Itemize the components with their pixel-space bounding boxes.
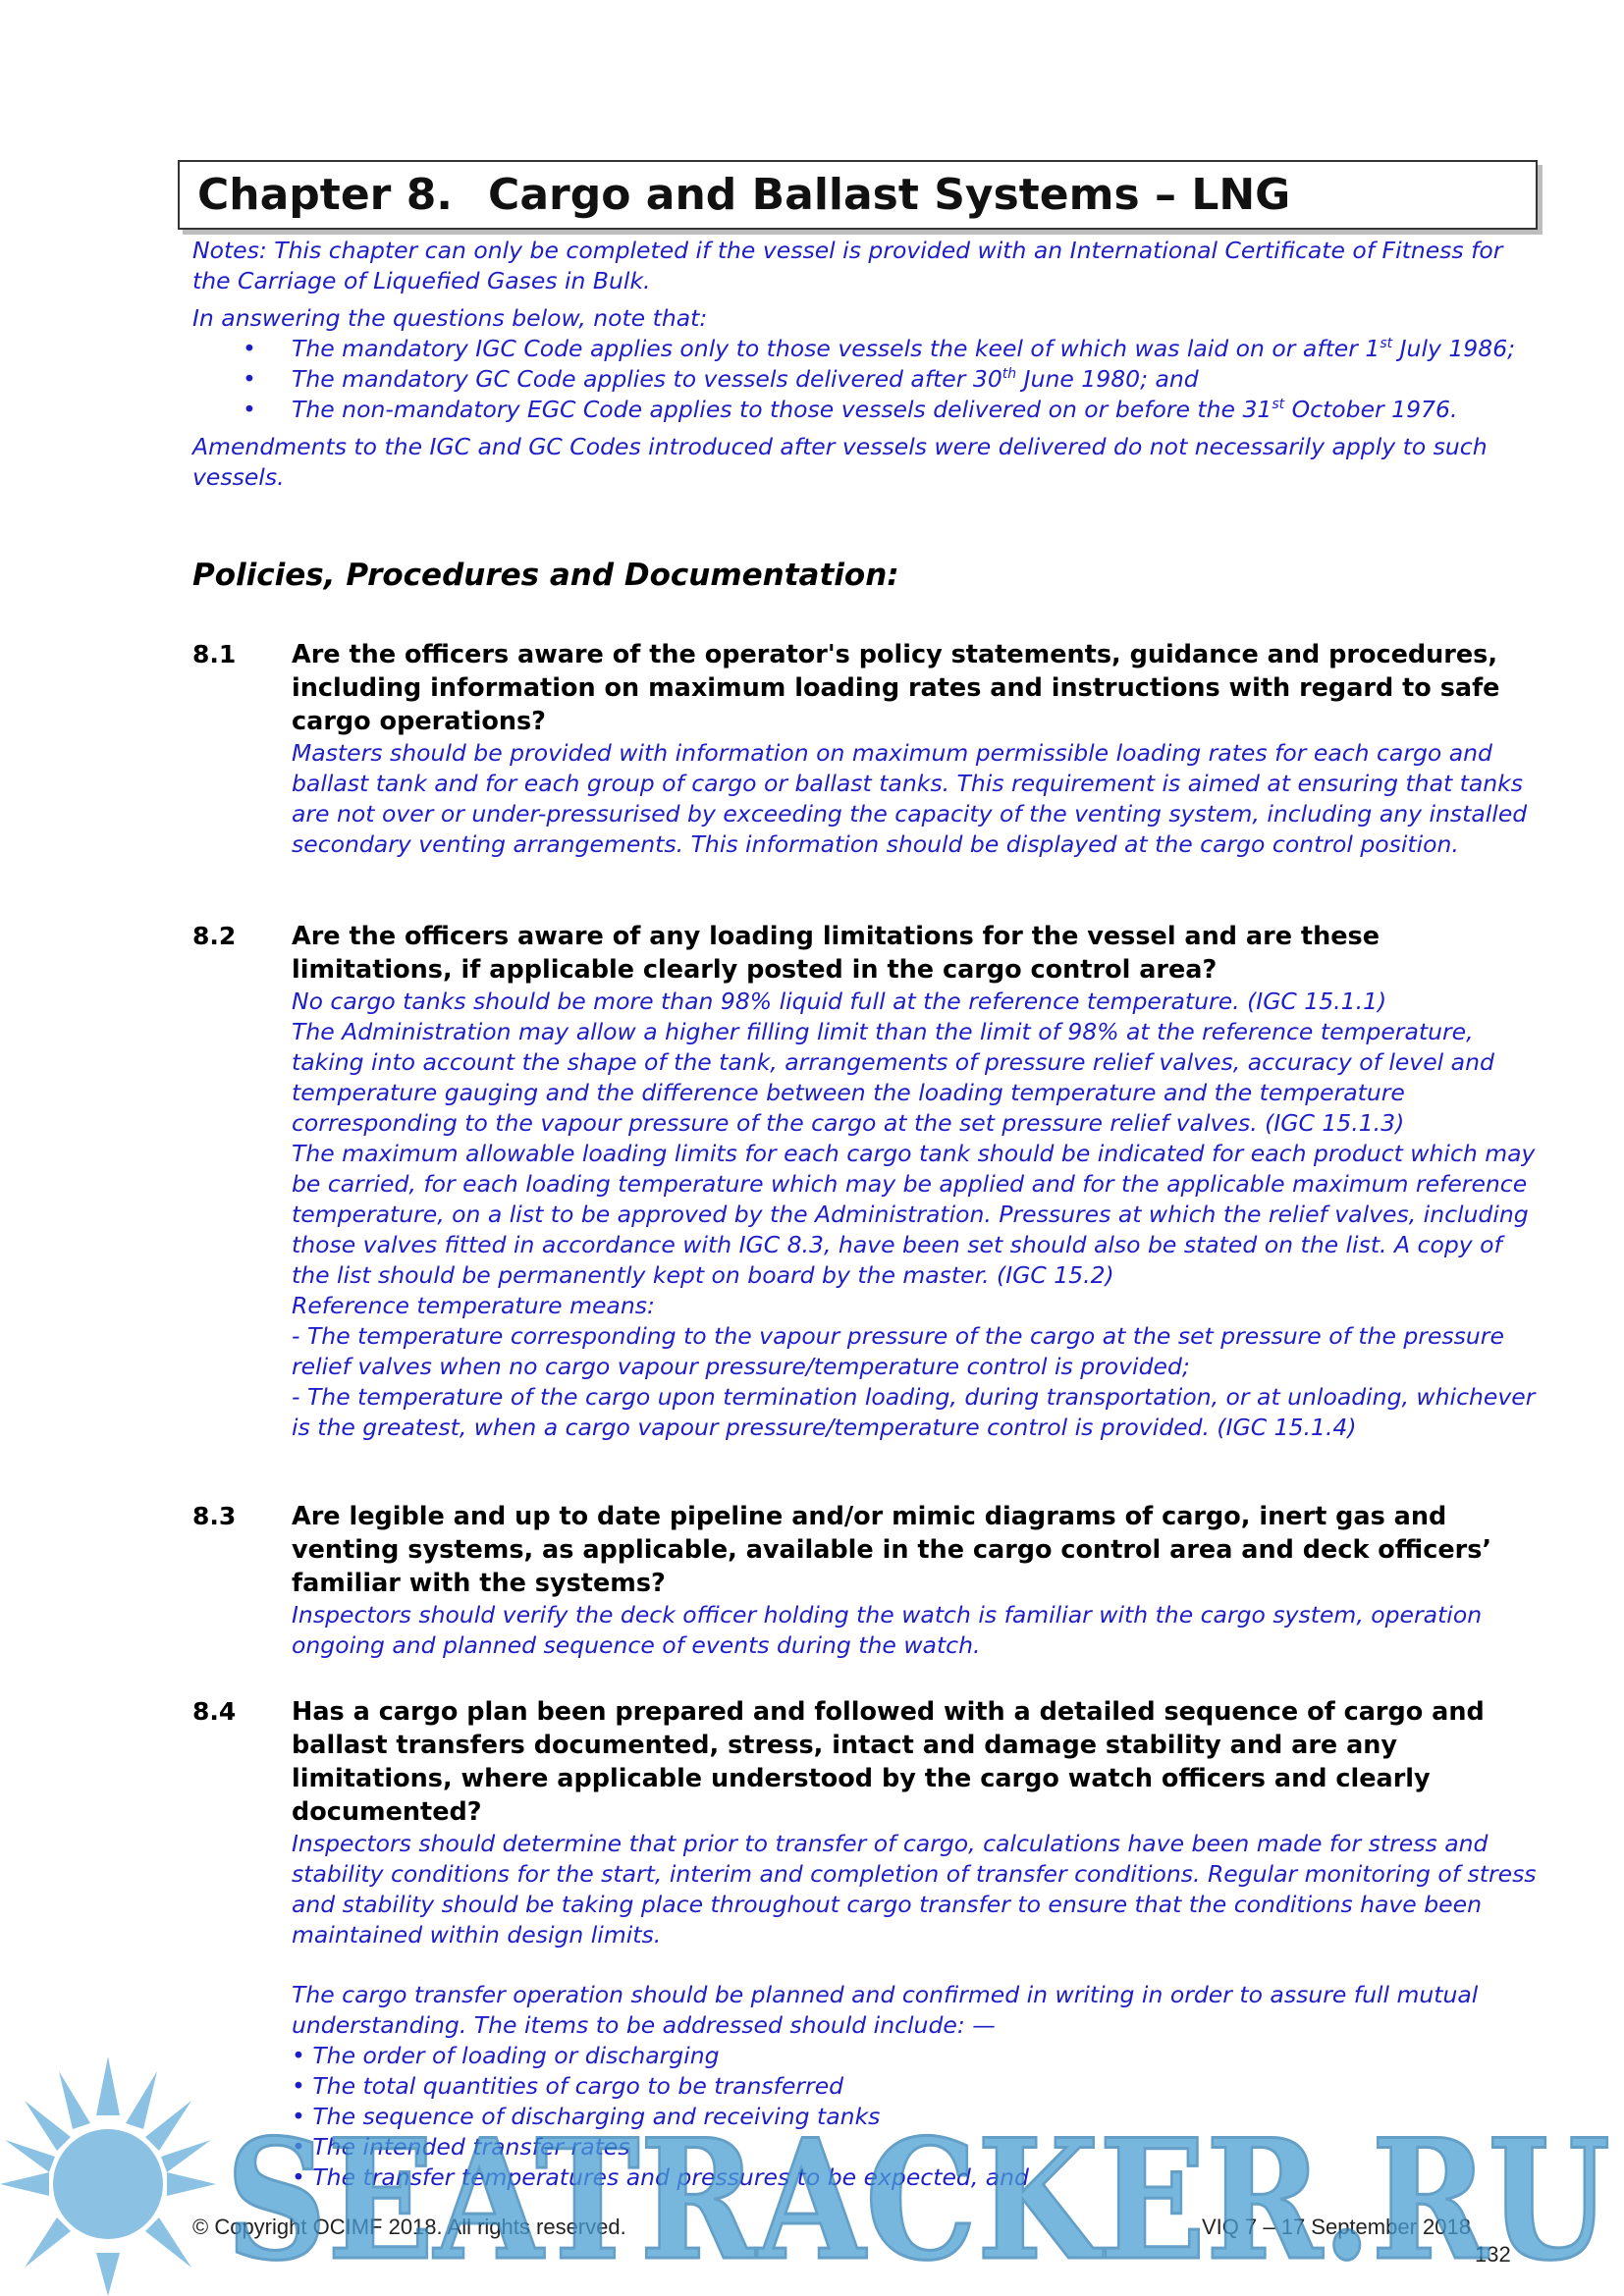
bullet-icon: • [243, 365, 256, 393]
bullet-icon: • [243, 335, 256, 362]
list-item: • The transfer temperatures and pressures to be expected, and [292, 2163, 1029, 2191]
question-8-4 [192, 1695, 1543, 2193]
list-item: • The order of loading or discharging [292, 2042, 720, 2069]
chapter-name: Cargo and Ballast Systems – LNG [488, 170, 1291, 220]
list-item: • The sequence of discharging and receiving tanks [292, 2103, 881, 2130]
chapter-header-box [178, 160, 1538, 230]
question-8-3 [192, 1500, 1543, 1661]
notes-intro: Notes: This chapter can only be completed if the vessel is provided with an International Certificate of Fitness for the Carriage of Liquefied Gases in Bulk. [192, 237, 1503, 294]
notes-bullet-list [192, 334, 1538, 425]
question-guidance: No cargo tanks should be more than 98% liquid full at the reference temperature. (IGC 15.1.1) The Administration may allow a higher filling limit than the limit of 98% at the reference temperature, taking into account the shape of the tank, arrangements of pressure relief valves, accuracy of level and temperature gauging and the difference between the loading temperature and the temperature corresponding to the vapour pressure of the cargo at the set pressure relief valves. (IGC 15.1.3) The maximum allowable loading limits for each cargo tank should be indicated for each product which may be carried, for each loading temperature which may be applied and for the applicable maximum reference temperature, on a list to be approved by the Administration. Pressures at which the relief valves, including those valves fitted in accordance with IGC 8.3, have been set should also be stated on the list. A copy of the list should be permanently kept on board by the master. (IGC 15.2) Reference temperature means: - The temperature corresponding to the vapour pressure of the cargo at the set pressure of the pressure relief valves when no cargo vapour pressure/temperature control is provided; - The temperature of the cargo upon termination loading, during transportation, or at unloading, whichever is the greatest, when a cargo vapour pressure/temperature control is provided. (IGC 15.1.4) [292, 988, 1536, 1441]
bullet-icon: • [243, 396, 256, 423]
question-number: 8.1 [192, 640, 237, 668]
page-number: 132 [1475, 2242, 1511, 2267]
notes-bullet-egc: • The non-mandatory EGC Code applies to those vessels delivered on or before the 31st October 1976. [243, 396, 1458, 423]
chapter-notes [192, 236, 1538, 493]
notes-bullet-igc: • The mandatory IGC Code applies only to those vessels the keel of which was laid on or after 1st July 1986; [243, 335, 1516, 362]
question-number: 8.2 [192, 922, 237, 950]
notes-bullet-gc: • The mandatory GC Code applies to vessels delivered after 30th June 1980; and [243, 365, 1199, 393]
question-text: Are legible and up to date pipeline and/or mimic diagrams of cargo, inert gas and venting systems, as applicable, available in the cargo control area and deck officers’ familiar with the systems? [292, 1502, 1492, 1598]
question-guidance: Masters should be provided with information on maximum permissible loading rates for each cargo and ballast tank and for each group of cargo or ballast tanks. This requirement is aimed at ensuring that tanks are not over or under-pressurised by exceeding the capacity of the venting system, including any installed secondary venting arrangements. This information should be displayed at the cargo control position. [292, 739, 1528, 858]
chapter-number: Chapter 8. [197, 170, 454, 220]
question-number: 8.4 [192, 1697, 237, 1726]
question-text: Are the officers aware of the operator's policy statements, guidance and procedures, including information on maximum loading rates and instructions with regard to safe cargo operations? [292, 640, 1500, 736]
notes-amendments: Amendments to the IGC and GC Codes introduced after vessels were delivered do not necessarily apply to such vessels. [192, 433, 1488, 491]
question-text: Has a cargo plan been prepared and followed with a detailed sequence of cargo and ballast transfers documented, stress, intact and damage stability and are any limitations, where applicable understood by the cargo watch officers and clearly documented? [292, 1697, 1485, 1827]
watermark-text: SEATRACKER.RU [226, 2103, 1610, 2296]
question-guidance: Inspectors should determine that prior to transfer of cargo, calculations have been made for stress and stability conditions for the start, interim and completion of transfer conditions. Regular monitoring of stress and stability should be taking place throughout cargo transfer to ensure that the conditions have been maintained within design limits. The cargo transfer operation should be planned and confirmed in writing in order to assure full mutual understanding. The items to be addressed should include: — • The order of loading or discharging • The total quantities of cargo to be transferred • The sequence of discharging and receiving tanks • The intended transfer rates • The transfer temperatures and pressures to be expected, and [292, 1829, 1543, 2193]
question-number: 8.3 [192, 1502, 237, 1530]
list-item: • The intended transfer rates [292, 2133, 630, 2161]
footer-copyright: © Copyright OCIMF 2018. All rights reserved. [192, 2215, 626, 2239]
question-guidance: Inspectors should verify the deck officer holding the watch is familiar with the cargo system, operation ongoing and planned sequence of events during the watch. [292, 1601, 1483, 1659]
question-8-2 [192, 920, 1543, 1443]
sun-logo-icon [0, 2056, 216, 2296]
chapter-title [197, 170, 1290, 220]
notes-answering: In answering the questions below, note that: [192, 304, 708, 332]
footer-edition: VIQ 7 – 17 September 2018 [1202, 2215, 1471, 2239]
list-item: • The total quantities of cargo to be transferred [292, 2072, 844, 2100]
question-8-1 [192, 638, 1543, 860]
section-heading: Policies, Procedures and Documentation: [192, 558, 899, 593]
question-text: Are the officers aware of any loading limitations for the vessel and are these limitations, if applicable clearly posted in the cargo control area? [292, 922, 1380, 985]
